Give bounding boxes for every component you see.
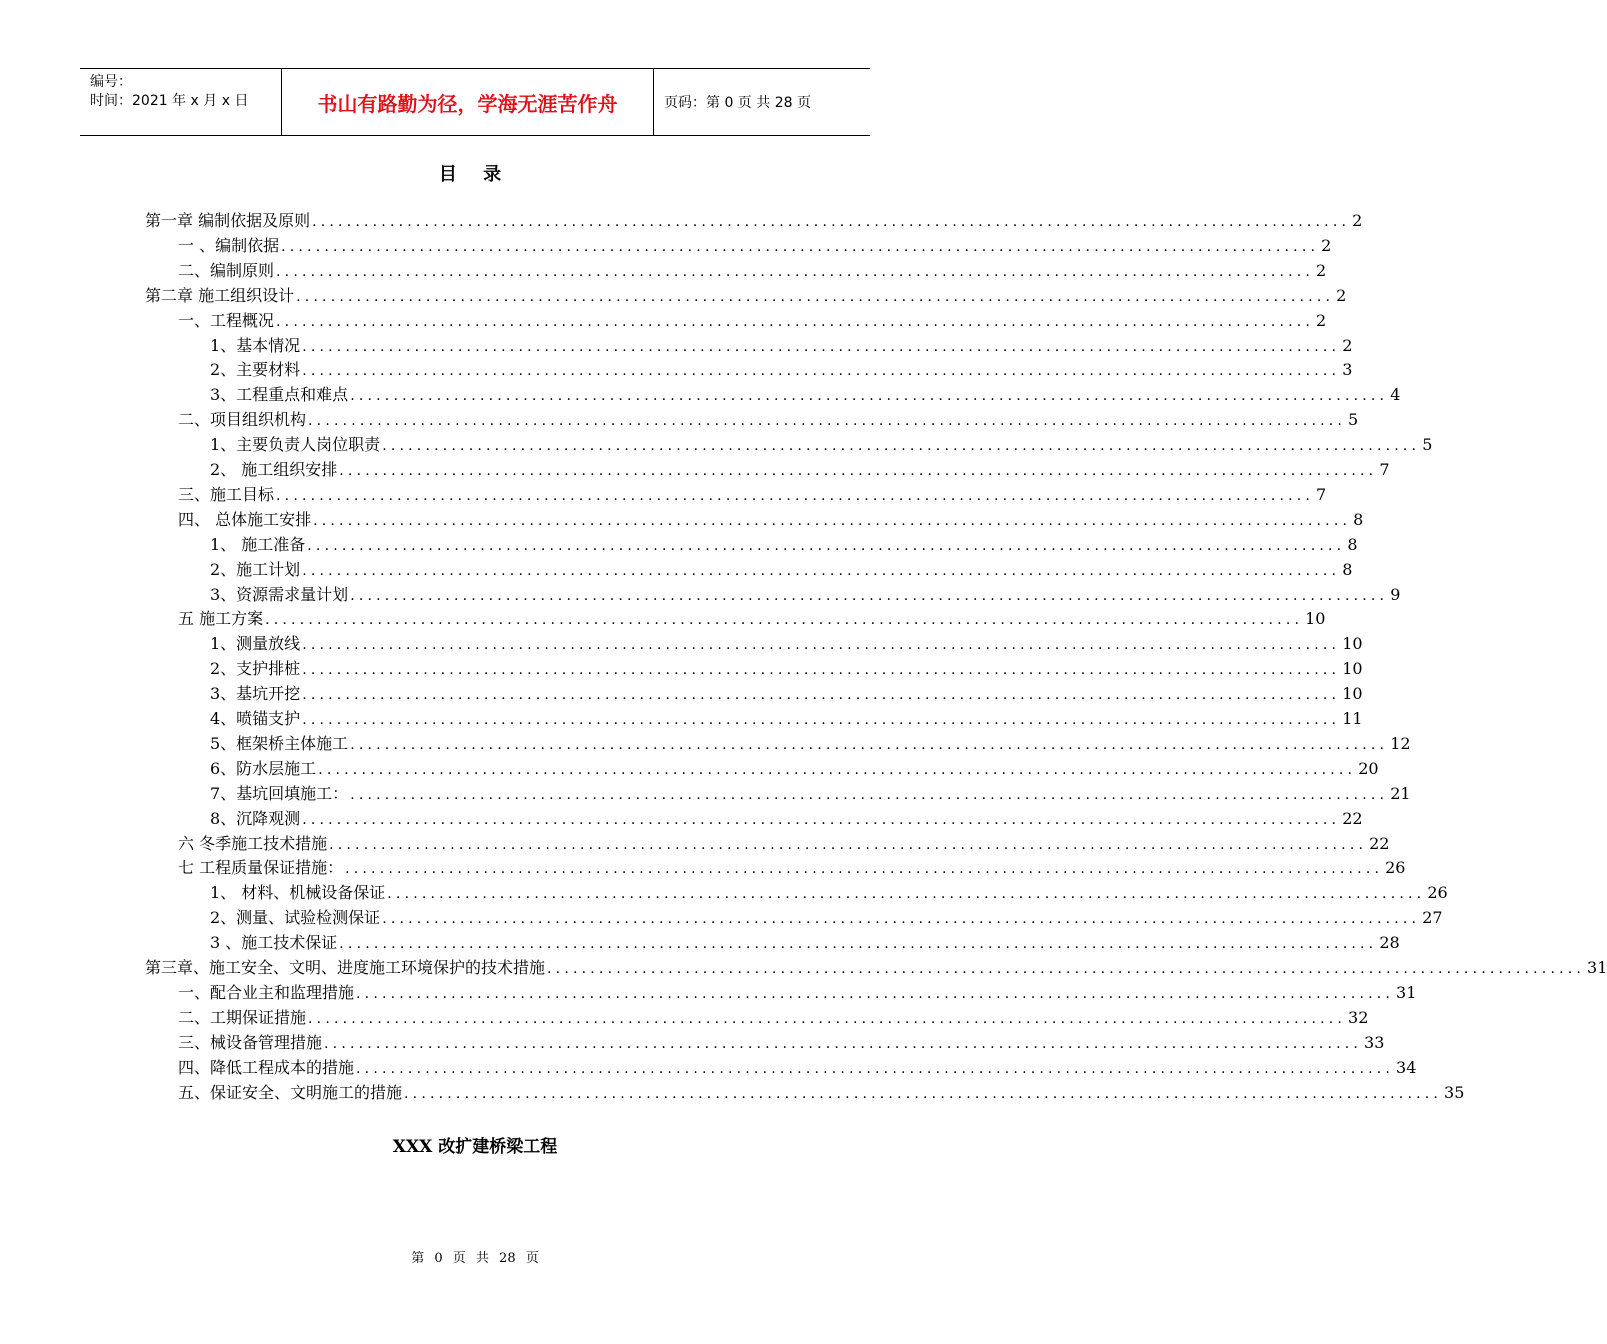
toc-leader-dots: ........................................................................................................................: [350, 388, 1389, 405]
toc-entry[interactable]: [210, 682, 1363, 706]
toc-entry-label: 三、械设备管理措施: [178, 1032, 323, 1052]
toc-entry-label: 一 、编制依据: [178, 235, 280, 255]
toc-entry-page: 21: [1390, 783, 1411, 803]
toc-entry[interactable]: [178, 508, 1364, 532]
toc-leader-dots: ........................................................................................................................: [387, 886, 1426, 903]
toc-entry-label: 五 施工方案: [178, 609, 264, 629]
toc-entry-label: 第一章 编制依据及原则: [145, 211, 311, 230]
toc-entry-label: 六 冬季施工技术措施: [178, 833, 328, 853]
toc-leader-dots: ........................................................................................................................: [302, 338, 1341, 355]
toc-entry[interactable]: [145, 284, 1347, 308]
toc-entry-page: 7: [1316, 484, 1327, 504]
toc-entry[interactable]: [178, 832, 1390, 856]
toc-leader-dots: ........................................................................................................................: [302, 662, 1341, 679]
toc-entry-label: 2、主要材料: [210, 360, 301, 380]
header-page-info: 页码：第 0 页 共 28 页: [664, 95, 811, 111]
toc-entry-page: 8: [1342, 559, 1353, 579]
toc-entry-label: 一、工程概况: [178, 310, 275, 330]
toc-entry-page: 32: [1348, 1007, 1369, 1027]
toc-entry-label: 三、施工目标: [178, 484, 275, 504]
project-title: XXX 改扩建桥梁工程: [392, 1137, 558, 1157]
toc-entry[interactable]: [178, 1031, 1385, 1055]
toc-entry[interactable]: [210, 458, 1390, 482]
toc-entry[interactable]: [210, 807, 1363, 831]
toc-leader-dots: ........................................................................................................................: [302, 637, 1341, 654]
toc-leader-dots: ........................................................................................................................: [356, 1060, 1395, 1077]
toc-entry-page: 2: [1352, 211, 1363, 230]
toc-entry[interactable]: [178, 607, 1326, 631]
toc-leader-dots: ........................................................................................................................: [296, 288, 1335, 305]
toc-leader-dots: ........................................................................................................................: [313, 512, 1352, 529]
toc-entry-page: 5: [1422, 435, 1433, 455]
toc-entry-label: 二、项目组织机构: [178, 410, 307, 430]
toc-entry-page: 8: [1347, 534, 1358, 554]
toc-leader-dots: ........................................................................................................................: [404, 1085, 1443, 1102]
toc-leader-dots: ........................................................................................................................: [356, 985, 1395, 1002]
number-label: 编号：: [90, 74, 132, 90]
toc-entry-page: 2: [1321, 235, 1332, 255]
toc-entry-page: 10: [1342, 634, 1363, 654]
toc-entry-label: 2、支护排桩: [210, 659, 301, 679]
toc-entry[interactable]: [178, 981, 1417, 1005]
toc-entry-label: 5、框架桥主体施工: [210, 733, 349, 753]
toc-entry[interactable]: [210, 906, 1443, 930]
toc-entry[interactable]: [178, 408, 1359, 432]
toc-entry-page: 22: [1342, 808, 1363, 828]
toc-entry-label: 3、基坑开挖: [210, 684, 301, 704]
toc-entry-label: 七 工程质量保证措施：: [178, 858, 344, 878]
toc-leader-dots: ........................................................................................................................: [329, 836, 1368, 853]
toc-leader-dots: ........................................................................................................................: [350, 587, 1389, 604]
toc-entry[interactable]: [145, 209, 1363, 233]
toc-entry-page: 9: [1390, 584, 1401, 604]
toc-entry[interactable]: [178, 856, 1406, 880]
toc-leader-dots: ........................................................................................................................: [308, 413, 1347, 430]
toc-entry-page: 7: [1379, 460, 1390, 479]
toc-leader-dots: ........................................................................................................................: [302, 562, 1341, 579]
toc-entry[interactable]: [210, 757, 1379, 781]
toc-entry-page: 11: [1342, 709, 1363, 728]
toc-entry-page: 2: [1342, 335, 1353, 355]
toc-entry-page: 10: [1342, 684, 1363, 704]
toc-entry[interactable]: [178, 483, 1327, 507]
toc-entry-label: 3、工程重点和难点: [210, 385, 349, 405]
toc-leader-dots: ........................................................................................................................: [276, 263, 1315, 280]
toc-leader-dots: ........................................................................................................................: [339, 936, 1378, 953]
toc-entry[interactable]: [178, 1081, 1465, 1105]
toc-entry-label: 四、 总体施工安排: [178, 509, 312, 529]
toc-entry-label: 二、编制原则: [178, 260, 275, 280]
toc-entry-label: 四、降低工程成本的措施: [178, 1057, 355, 1077]
toc-leader-dots: ........................................................................................................................: [345, 861, 1384, 878]
toc-leader-dots: ........................................................................................................................: [308, 1010, 1347, 1027]
toc-entry[interactable]: [210, 358, 1353, 382]
toc-entry[interactable]: [210, 558, 1353, 582]
toc-entry-label: 8、沉降观测: [210, 808, 301, 828]
toc-entry[interactable]: [210, 334, 1353, 358]
toc-entry-label: 2、测量、试验检测保证: [210, 908, 381, 928]
toc-leader-dots: ........................................................................................................................: [302, 687, 1341, 704]
toc-entry-label: 1、 施工准备: [210, 534, 306, 554]
toc-entry[interactable]: [178, 1056, 1417, 1080]
toc-entry[interactable]: [178, 1006, 1369, 1030]
toc-leader-dots: ........................................................................................................................: [350, 736, 1389, 753]
toc-entry-label: 第二章 施工组织设计: [145, 285, 295, 305]
toc-entry[interactable]: [210, 632, 1363, 656]
toc-entry-label: 7、基坑回填施工：: [210, 783, 349, 803]
toc-entry-label: 2、 施工组织安排: [210, 460, 338, 479]
toc-entry-page: 4: [1390, 385, 1401, 405]
toc-leader-dots: ........................................................................................................................: [547, 961, 1586, 977]
toc-leader-dots: ........................................................................................................................: [276, 313, 1315, 330]
toc-entry-label: 1、主要负责人岗位职责: [210, 435, 381, 455]
toc-leader-dots: ........................................................................................................................: [382, 911, 1421, 928]
page-footer: 第 0 页 共 28 页: [411, 1251, 539, 1266]
toc-entry-page: 2: [1336, 285, 1347, 305]
toc-entry-page: 34: [1396, 1057, 1417, 1077]
toc-entry[interactable]: [210, 383, 1401, 407]
toc-entry-page: 10: [1342, 659, 1363, 679]
toc-leader-dots: ........................................................................................................................: [307, 537, 1346, 554]
toc-entry-page: 10: [1305, 609, 1326, 629]
toc-leader-dots: ........................................................................................................................: [324, 1035, 1363, 1052]
toc-entry-page: 3: [1342, 360, 1353, 380]
toc-entry-page: 2: [1316, 310, 1327, 330]
toc-entry-page: 8: [1353, 509, 1364, 529]
toc-entry[interactable]: [145, 956, 1607, 980]
toc-entry-page: 27: [1422, 908, 1443, 928]
header-meta: [80, 69, 282, 135]
toc-entry[interactable]: [178, 259, 1327, 283]
toc-leader-dots: ........................................................................................................................: [281, 238, 1320, 255]
toc-entry-label: 4、喷锚支护: [210, 709, 301, 728]
toc-leader-dots: ........................................................................................................................: [350, 786, 1389, 803]
toc-entry-label: 一、配合业主和监理措施: [178, 982, 355, 1002]
toc-entry[interactable]: [210, 707, 1363, 731]
toc-entry-page: 20: [1358, 758, 1379, 778]
toc-entry-label: 五、保证安全、文明施工的措施: [178, 1082, 403, 1102]
toc-leader-dots: ........................................................................................................................: [312, 214, 1351, 230]
toc-entry-label: 第三章、施工安全、文明、进度施工环境保护的技术措施: [145, 958, 546, 977]
toc-entry-page: 12: [1390, 733, 1411, 753]
toc-entry[interactable]: [210, 881, 1448, 905]
toc-leader-dots: ........................................................................................................................: [382, 438, 1421, 455]
toc-entry-page: 22: [1369, 833, 1390, 853]
toc-leader-dots: ........................................................................................................................: [302, 712, 1341, 728]
toc-entry[interactable]: [210, 433, 1433, 457]
toc-entry[interactable]: [210, 657, 1363, 681]
toc-entry-label: 3、资源需求量计划: [210, 584, 349, 604]
toc-entry-label: 6、防水层施工: [210, 758, 317, 778]
toc-entry-page: 33: [1364, 1032, 1385, 1052]
toc-entry-label: 1、测量放线: [210, 634, 301, 654]
toc-leader-dots: ........................................................................................................................: [276, 487, 1315, 504]
toc-entry[interactable]: [210, 782, 1411, 806]
toc-entry-page: 35: [1444, 1082, 1465, 1102]
toc-title: 目 录: [438, 164, 512, 185]
time-label: 时间：2021 年 x 月 x 日: [90, 93, 249, 109]
toc-entry[interactable]: [210, 583, 1401, 607]
toc-leader-dots: ........................................................................................................................: [302, 363, 1341, 380]
toc-leader-dots: ........................................................................................................................: [302, 811, 1341, 828]
toc-entry[interactable]: [210, 533, 1358, 557]
toc-entry-page: 31: [1587, 958, 1607, 977]
toc-leader-dots: ........................................................................................................................: [318, 761, 1357, 778]
toc-entry[interactable]: [210, 931, 1400, 955]
toc-entry-page: 31: [1396, 982, 1417, 1002]
toc-entry-label: 1、基本情况: [210, 335, 301, 355]
header-motto: 书山有路勤为径，学海无涯苦作舟: [282, 69, 654, 135]
toc-entry[interactable]: [178, 234, 1332, 258]
toc-entry[interactable]: [210, 732, 1411, 756]
toc-entry-page: 5: [1348, 410, 1359, 430]
toc-leader-dots: ........................................................................................................................: [265, 612, 1304, 629]
toc-entry-page: 28: [1379, 933, 1400, 953]
toc-entry-page: 26: [1427, 883, 1448, 903]
page-header: [80, 68, 870, 136]
toc-leader-dots: ........................................................................................................................: [339, 463, 1378, 479]
toc-entry-page: 2: [1316, 260, 1327, 280]
toc-entry-label: 3 、施工技术保证: [210, 933, 338, 953]
toc-entry-page: 26: [1385, 858, 1406, 878]
toc-entry-label: 二、工期保证措施: [178, 1007, 307, 1027]
toc-entry-label: 2、施工计划: [210, 559, 301, 579]
toc-entry-label: 1、 材料、机械设备保证: [210, 883, 386, 903]
toc-entry[interactable]: [178, 309, 1327, 333]
